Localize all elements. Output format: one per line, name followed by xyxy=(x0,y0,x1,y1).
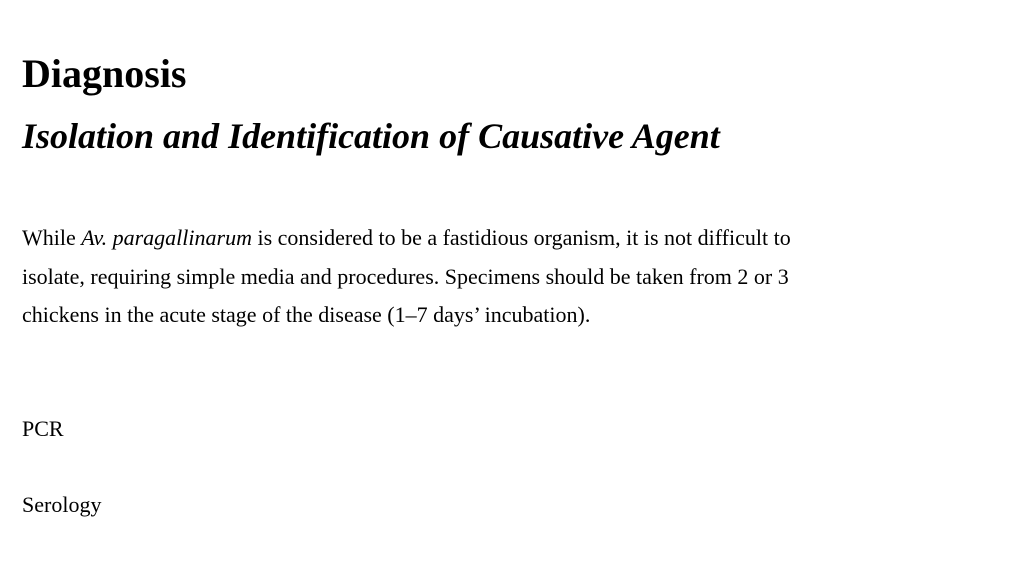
slide-title: Diagnosis xyxy=(22,51,187,96)
section-serology: Serology xyxy=(22,492,102,517)
paragraph-text-rest: is considered to be a fastidious organism, it is not difficult to isolate, requiring simple media and procedures. Specimens should be taken from 2 or 3 chickens in the acute stage of the disease (1–7 days’ incubation). xyxy=(22,225,791,327)
slide-subtitle: Isolation and Identification of Causative Agent xyxy=(22,116,720,156)
section-pcr: PCR xyxy=(22,416,64,441)
paragraph-text-start: While xyxy=(22,225,82,250)
body-paragraph xyxy=(22,219,792,335)
organism-name: Av. paragallinarum xyxy=(81,225,252,250)
